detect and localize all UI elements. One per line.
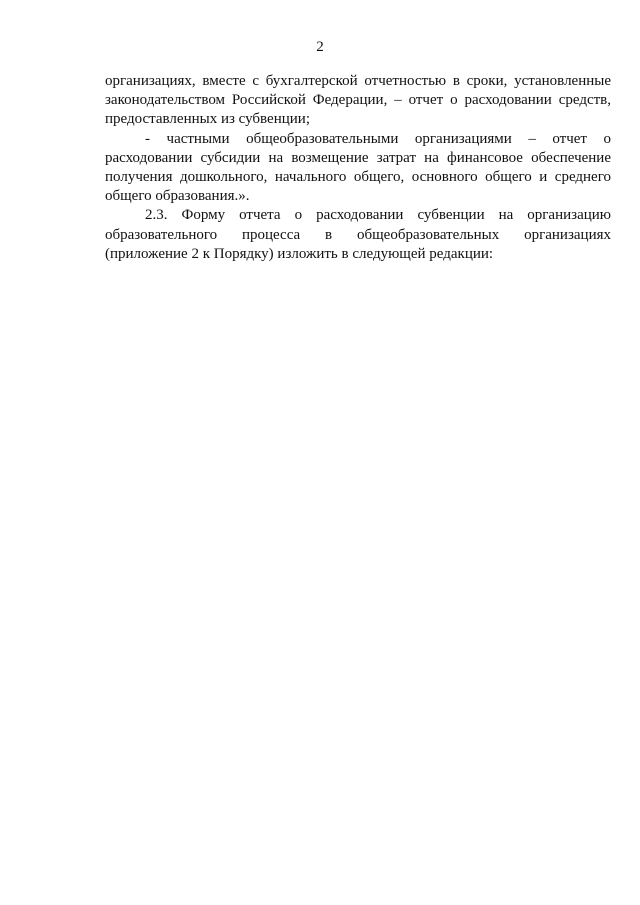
document-body: [105, 72, 611, 264]
text-line: - частными общеобразовательными организациями – отчет о: [145, 130, 611, 147]
text-line: (приложение 2 к Порядку) изложить в следующей редакции:: [105, 245, 494, 262]
text-line: расходовании субсидии на возмещение затрат на финансовое обеспечение: [105, 149, 611, 166]
text-line: общего образования.».: [105, 188, 250, 205]
text-line: организациях, вместе с бухгалтерской отчетностью в сроки, установленные: [105, 73, 611, 89]
text-line: предоставленных из субвенции;: [105, 111, 310, 128]
paragraph-2-3: [105, 206, 611, 264]
paragraph-continuation: [105, 72, 611, 130]
text-line: законодательством Российской Федерации, – отчет о расходовании средств,: [105, 92, 611, 109]
paragraph-private-organizations: [105, 130, 611, 207]
text-line: получения дошкольного, начального общего, основного общего и среднего: [105, 169, 611, 186]
text-line: 2.3. Форму отчета о расходовании субвенции на организацию: [145, 207, 611, 224]
page-number: 2: [316, 39, 324, 55]
text-line: образовательного процесса в общеобразовательных организациях: [105, 226, 611, 243]
